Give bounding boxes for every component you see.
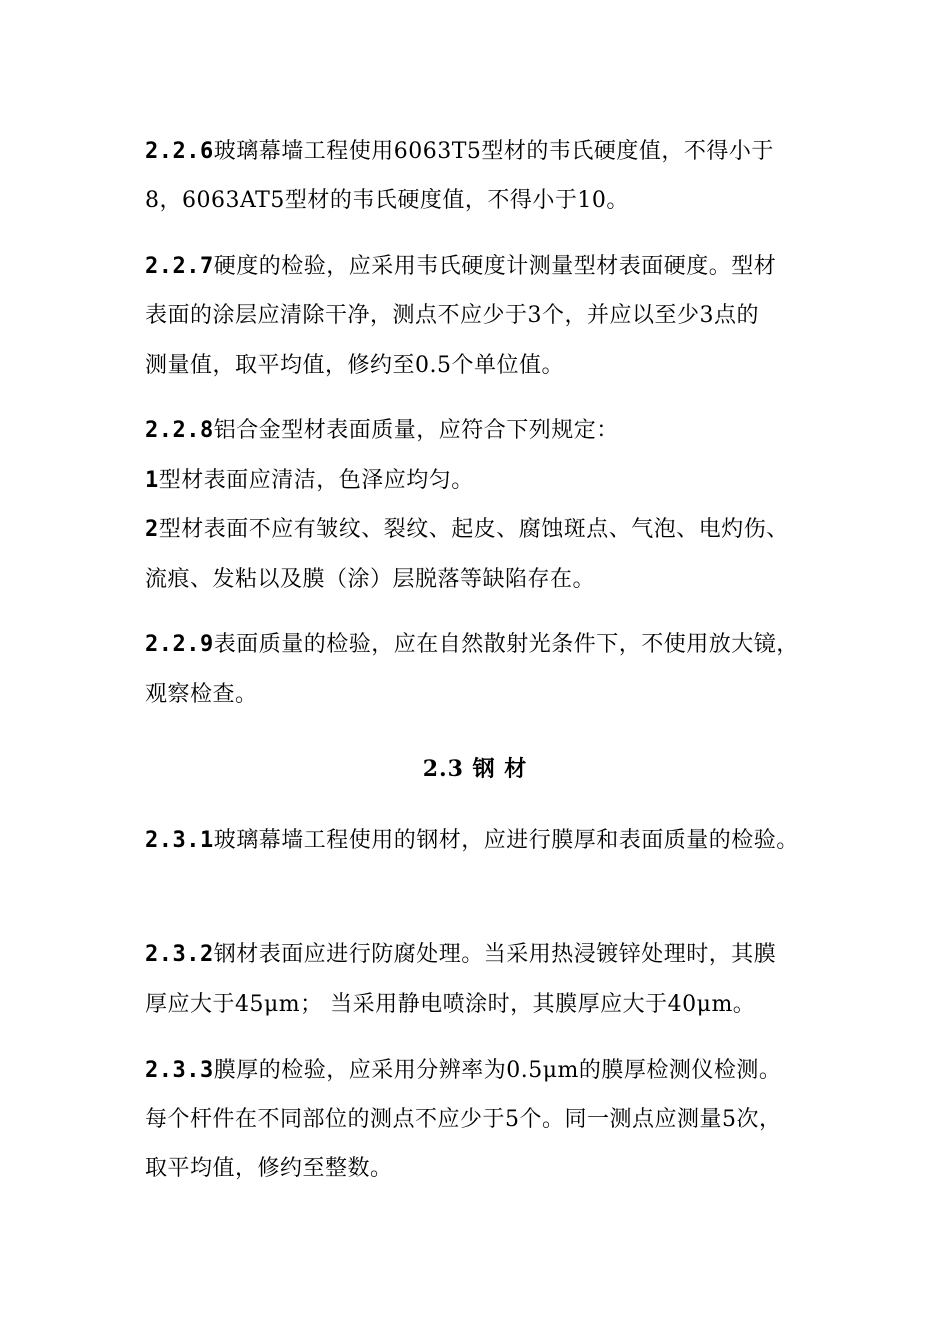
paragraph-text: 8，6063AT5型材的韦氏硬度值，不得小于10。 [145, 188, 629, 213]
paragraph-text: 钢材表面应进行防腐处理。当采用热浸镀锌处理时，其膜 [213, 942, 777, 967]
paragraph-text: 型材表面应清洁，色泽应均匀。 [158, 468, 474, 493]
list-item-2-line-2 [145, 565, 595, 595]
paragraph-2-2-7-line-3 [145, 351, 564, 381]
paragraph-text: 取平均值，修约至整数。 [145, 1156, 393, 1181]
paragraph-2-3-3-line-2 [145, 1105, 782, 1135]
paragraph-2-2-7-line-1 [145, 252, 776, 282]
clause-number: 2.3.1 [145, 828, 214, 853]
clause-number: 2.2.8 [145, 418, 214, 443]
item-number: 1 [145, 468, 159, 493]
list-item-1 [145, 466, 474, 496]
paragraph-2-2-9-line-2 [145, 680, 258, 710]
clause-number: 2.2.6 [145, 139, 214, 164]
clause-number: 2.3.2 [145, 942, 214, 967]
paragraph-2-3-3-line-1 [145, 1056, 781, 1086]
clause-number: 2.2.9 [145, 632, 214, 657]
paragraph-2-3-3-line-3 [145, 1154, 393, 1184]
paragraph-text: 厚应大于45μm； 当采用静电喷涂时，其膜厚应大于40μm。 [145, 992, 756, 1017]
item-number: 2 [145, 517, 159, 542]
paragraph-2-3-2-line-1 [145, 940, 776, 970]
paragraph-text: 流痕、发粘以及膜（涂）层脱落等缺陷存在。 [145, 567, 596, 592]
paragraph-text: 玻璃幕墙工程使用6063T5型材的韦氏硬度值，不得小于 [213, 139, 774, 164]
paragraph-2-2-8-line-1 [145, 416, 619, 446]
paragraph-text: 硬度的检验，应采用韦氏硬度计测量型材表面硬度。型材 [213, 254, 777, 279]
paragraph-text: 每个杆件在不同部位的测点不应少于5个。同一测点应测量5次， [145, 1107, 782, 1132]
paragraph-2-2-6-line-1 [145, 137, 774, 167]
paragraph-text: 表面的涂层应清除干净，测点不应少于3个，并应以至少3点的 [145, 303, 759, 328]
paragraph-text: 铝合金型材表面质量，应符合下列规定： [213, 418, 619, 443]
paragraph-text: 观察检查。 [145, 682, 258, 707]
list-item-2-line-1 [145, 515, 789, 545]
paragraph-2-2-9-line-1 [145, 630, 799, 660]
paragraph-text: 玻璃幕墙工程使用的钢材，应进行膜厚和表面质量的检验。 [213, 828, 799, 853]
paragraph-text: 型材表面不应有皱纹、裂纹、起皮、腐蚀斑点、气泡、电灼伤、 [158, 517, 789, 542]
clause-number: 2.3.3 [145, 1058, 214, 1083]
paragraph-text: 表面质量的检验，应在自然散射光条件下，不使用放大镜， [213, 632, 799, 657]
paragraph-text: 测量值，取平均值，修约至0.5个单位值。 [145, 353, 564, 378]
paragraph-2-2-7-line-2 [145, 301, 759, 331]
section-heading: 2.3 钢 材 [422, 756, 528, 782]
paragraph-2-2-6-line-2 [145, 186, 629, 216]
clause-number: 2.2.7 [145, 254, 214, 279]
paragraph-2-3-1-line-1 [145, 826, 799, 856]
paragraph-2-3-2-line-2 [145, 990, 755, 1020]
paragraph-text: 膜厚的检验，应采用分辨率为0.5μm的膜厚检测仪检测。 [213, 1058, 782, 1083]
